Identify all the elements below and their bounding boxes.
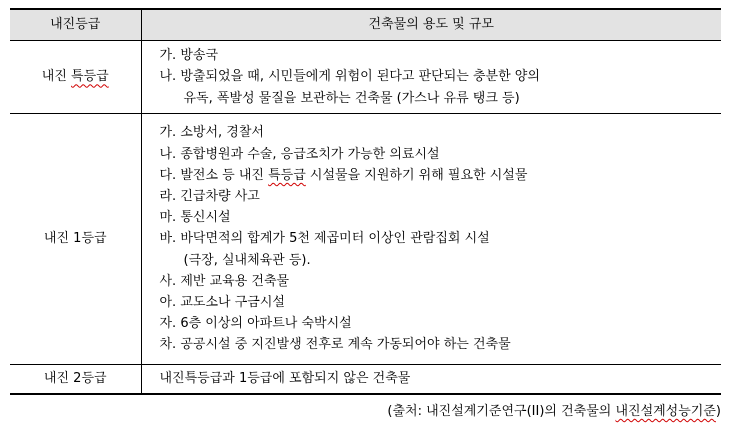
item-text-b: 시설물을 지원하기 위해 필요한 시설물 — [305, 167, 528, 183]
list-item — [160, 271, 722, 292]
item-text: 6층 이상의 아파트나 숙박시설 — [180, 316, 352, 332]
item-number: 사. — [159, 273, 177, 289]
list-item — [160, 66, 722, 87]
item-text-a: 발전소 등 내진 — [180, 167, 269, 183]
item-number: 다. — [159, 167, 177, 183]
list-item — [160, 186, 722, 207]
list-item — [160, 313, 722, 334]
source-emph: 내진설계성능기준 — [615, 404, 716, 419]
source-note — [387, 400, 721, 419]
list-item — [160, 334, 722, 355]
table-row-grade-1 — [10, 114, 721, 365]
grade-label-emph: 특등급 — [71, 69, 109, 85]
item-text: 통신시설 — [180, 210, 231, 226]
header-grade: 내진등급 — [10, 9, 141, 41]
grade-cell-special — [10, 41, 141, 114]
item-continuation: (극장, 실내체육관 등). — [183, 252, 311, 268]
use-cell-special — [141, 41, 721, 114]
item-text: 공공시설 중 지진발생 전후로 계속 가동되어야 하는 건축물 — [180, 337, 511, 353]
item-text: 교도소나 구금시설 — [180, 295, 285, 310]
list-item — [160, 292, 722, 313]
grade-label-prefix: 내진 — [41, 69, 72, 85]
list-item — [160, 228, 722, 249]
item-text: 방송국 — [180, 48, 219, 64]
item-text: 방출되었을 때, 시민들에게 위험이 된다고 판단되는 충분한 양의 — [180, 69, 540, 85]
table-row-special-grade — [10, 41, 721, 114]
list-item — [160, 144, 722, 165]
source-suffix: ) — [715, 404, 721, 419]
list-item — [160, 45, 722, 66]
item-number: 가. — [159, 48, 177, 64]
item-text-emph: 특등급 — [268, 167, 306, 183]
source-prefix: (출처: 내진설계기준연구(II)의 건축물의 — [387, 404, 616, 419]
use-cell-1 — [141, 114, 721, 365]
table-row-grade-2 — [10, 365, 721, 395]
item-number: 라. — [159, 188, 177, 204]
item-continuation: 유독, 폭발성 물질을 보관하는 건축물 (가스나 유류 탱크 등) — [183, 90, 520, 106]
item-number: 나. — [159, 69, 177, 85]
seismic-grade-table-container — [10, 8, 721, 395]
grade-cell-1: 내진 1등급 — [10, 114, 141, 365]
item-number: 아. — [159, 295, 177, 310]
item-number: 차. — [159, 337, 177, 353]
item-text: 긴급차량 사고 — [180, 188, 260, 204]
item-text: 제반 교육용 건축물 — [180, 273, 290, 289]
header-use: 건축물의 용도 및 규모 — [141, 9, 721, 41]
use-cell-2: 내진특등급과 1등급에 포함되지 않은 건축물 — [141, 365, 721, 395]
table-header-row — [10, 9, 721, 41]
list-item — [160, 165, 722, 186]
item-number: 마. — [159, 210, 177, 226]
list-item — [160, 207, 722, 228]
item-number: 자. — [159, 316, 177, 332]
item-number: 나. — [159, 146, 177, 162]
seismic-grade-table — [10, 8, 721, 395]
item-number: 가. — [159, 125, 177, 141]
item-text: 바닥면적의 합계가 5천 제곱미터 이상인 관람집회 시설 — [180, 231, 490, 247]
item-text: 종합병원과 수술, 응급조치가 가능한 의료시설 — [180, 146, 440, 162]
item-text: 소방서, 경찰서 — [180, 125, 264, 141]
grade-cell-2: 내진 2등급 — [10, 365, 141, 395]
list-item — [160, 122, 722, 143]
item-number: 바. — [159, 231, 177, 247]
